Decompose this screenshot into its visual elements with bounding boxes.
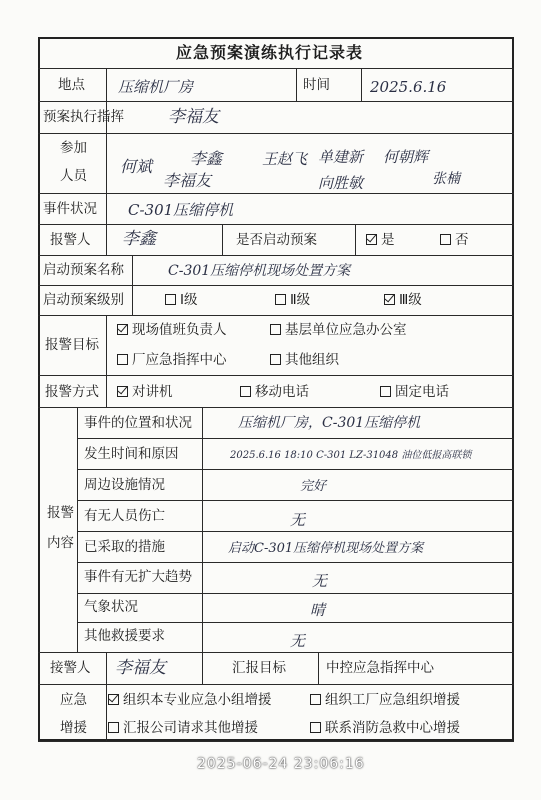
plan-start-no[interactable]: 否 <box>440 232 469 248</box>
plan-level-label: 启动预案级别 <box>43 292 124 308</box>
checkbox-checked-icon[interactable] <box>366 234 377 245</box>
plan-name-label: 启动预案名称 <box>43 262 124 278</box>
alarm-method-option-1[interactable]: 对讲机 <box>117 384 173 400</box>
alarm-method-option-3[interactable]: 固定电话 <box>380 384 449 400</box>
participant-name: 何朝辉 <box>383 148 429 166</box>
location-label: 地点 <box>58 77 85 93</box>
reporter-label: 报警人 <box>50 232 91 248</box>
checkbox-checked-icon[interactable] <box>384 294 395 305</box>
alarm-target-label: 报警目标 <box>45 337 99 353</box>
checkbox-empty-icon[interactable] <box>270 324 281 335</box>
content-row-label: 其他救援要求 <box>84 628 165 644</box>
checkbox-empty-icon[interactable] <box>310 694 321 705</box>
content-row-value: 晴 <box>310 601 326 619</box>
checkbox-empty-icon[interactable] <box>275 294 286 305</box>
content-row-value: 无 <box>312 572 328 590</box>
alarm-target-option-1[interactable]: 现场值班负责人 <box>117 322 227 338</box>
checkbox-checked-icon[interactable] <box>117 324 128 335</box>
alarm-target-option-4[interactable]: 其他组织 <box>270 352 339 368</box>
receiver-value: 李福友 <box>115 658 166 678</box>
participant-name: 张楠 <box>432 171 460 187</box>
time-value: 2025.6.16 <box>370 78 447 96</box>
commander-label: 预案执行指挥 <box>43 109 124 125</box>
event-status-label: 事件状况 <box>43 201 97 217</box>
event-status-value: C-301压缩停机 <box>128 201 234 219</box>
participant-name: 何斌 <box>120 157 153 176</box>
form-title: 应急预案演练执行记录表 <box>176 43 364 62</box>
content-row-label: 已采取的措施 <box>84 539 165 555</box>
plan-level-option-1[interactable]: Ⅰ级 <box>165 292 197 308</box>
participant-name: 李鑫 <box>190 149 223 168</box>
alarm-method-option-2[interactable]: 移动电话 <box>240 384 309 400</box>
content-row-label: 事件有无扩大趋势 <box>84 569 192 585</box>
reinforce-option-4[interactable]: 联系消防急救中心增援 <box>310 720 460 736</box>
participants-label-2: 人员 <box>60 168 87 184</box>
alarm-target-option-2[interactable]: 基层单位应急办公室 <box>270 322 407 338</box>
reinforce-option-1[interactable]: 组织本专业应急小组增援 <box>108 692 272 708</box>
content-row-value: 2025.6.16 18:10 C-301 LZ-31048 油位低报高联锁 <box>230 450 472 461</box>
plan-name-value: C-301压缩停机现场处置方案 <box>168 263 351 279</box>
plan-level-option-3[interactable]: Ⅲ级 <box>384 292 422 308</box>
location-value: 压缩机厂房 <box>118 78 194 96</box>
plan-start-yes[interactable]: 是 <box>366 232 395 248</box>
checkbox-checked-icon[interactable] <box>117 386 128 397</box>
checkbox-empty-icon[interactable] <box>380 386 391 397</box>
participants-label-1: 参加 <box>60 140 87 156</box>
content-row-value: 启动C-301压缩停机现场处置方案 <box>228 541 424 556</box>
reinforce-label-1: 应急 <box>60 692 87 708</box>
content-row-value: 无 <box>290 632 306 650</box>
content-row-value: 压缩机厂房，C-301压缩停机 <box>238 415 421 431</box>
commander-value: 李福友 <box>168 107 219 127</box>
checkbox-empty-icon[interactable] <box>310 722 321 733</box>
participant-name: 向胜敏 <box>318 174 364 192</box>
checkbox-empty-icon[interactable] <box>165 294 176 305</box>
content-row-value: 完好 <box>300 479 327 494</box>
time-label: 时间 <box>303 77 330 93</box>
content-row-value: 无 <box>290 511 306 529</box>
alarm-content-label-2: 内容 <box>47 535 74 551</box>
checkbox-empty-icon[interactable] <box>108 722 119 733</box>
checkbox-empty-icon[interactable] <box>440 234 451 245</box>
alarm-method-label: 报警方式 <box>45 384 99 400</box>
reporter-value: 李鑫 <box>122 229 156 249</box>
checkbox-checked-icon[interactable] <box>108 694 119 705</box>
content-row-label: 事件的位置和状况 <box>84 415 192 431</box>
participant-name: 李福友 <box>163 171 212 190</box>
plan-start-question: 是否启动预案 <box>236 232 317 248</box>
alarm-content-label-1: 报警 <box>47 505 74 521</box>
reinforce-option-2[interactable]: 组织工厂应急组织增援 <box>310 692 460 708</box>
content-row-label: 气象状况 <box>84 599 138 615</box>
report-target-label: 汇报目标 <box>232 660 286 676</box>
checkbox-empty-icon[interactable] <box>117 354 128 365</box>
checkbox-empty-icon[interactable] <box>240 386 251 397</box>
reinforce-option-3[interactable]: 汇报公司请求其他增援 <box>108 720 258 736</box>
report-target-value: 中控应急指挥中心 <box>326 660 434 676</box>
receiver-label: 接警人 <box>50 660 91 676</box>
participant-name: 王赵飞 <box>262 150 308 168</box>
content-row-label: 周边设施情况 <box>84 477 165 493</box>
content-row-label: 发生时间和原因 <box>84 446 179 462</box>
alarm-target-option-3[interactable]: 厂应急指挥中心 <box>117 352 227 368</box>
participant-name: 单建新 <box>318 148 364 166</box>
content-row-label: 有无人员伤亡 <box>84 508 165 524</box>
plan-level-option-2[interactable]: Ⅱ级 <box>275 292 310 308</box>
photo-timestamp: 2025-06-24 23:06:16 <box>197 756 365 772</box>
reinforce-label-2: 增援 <box>60 720 87 736</box>
checkbox-empty-icon[interactable] <box>270 354 281 365</box>
